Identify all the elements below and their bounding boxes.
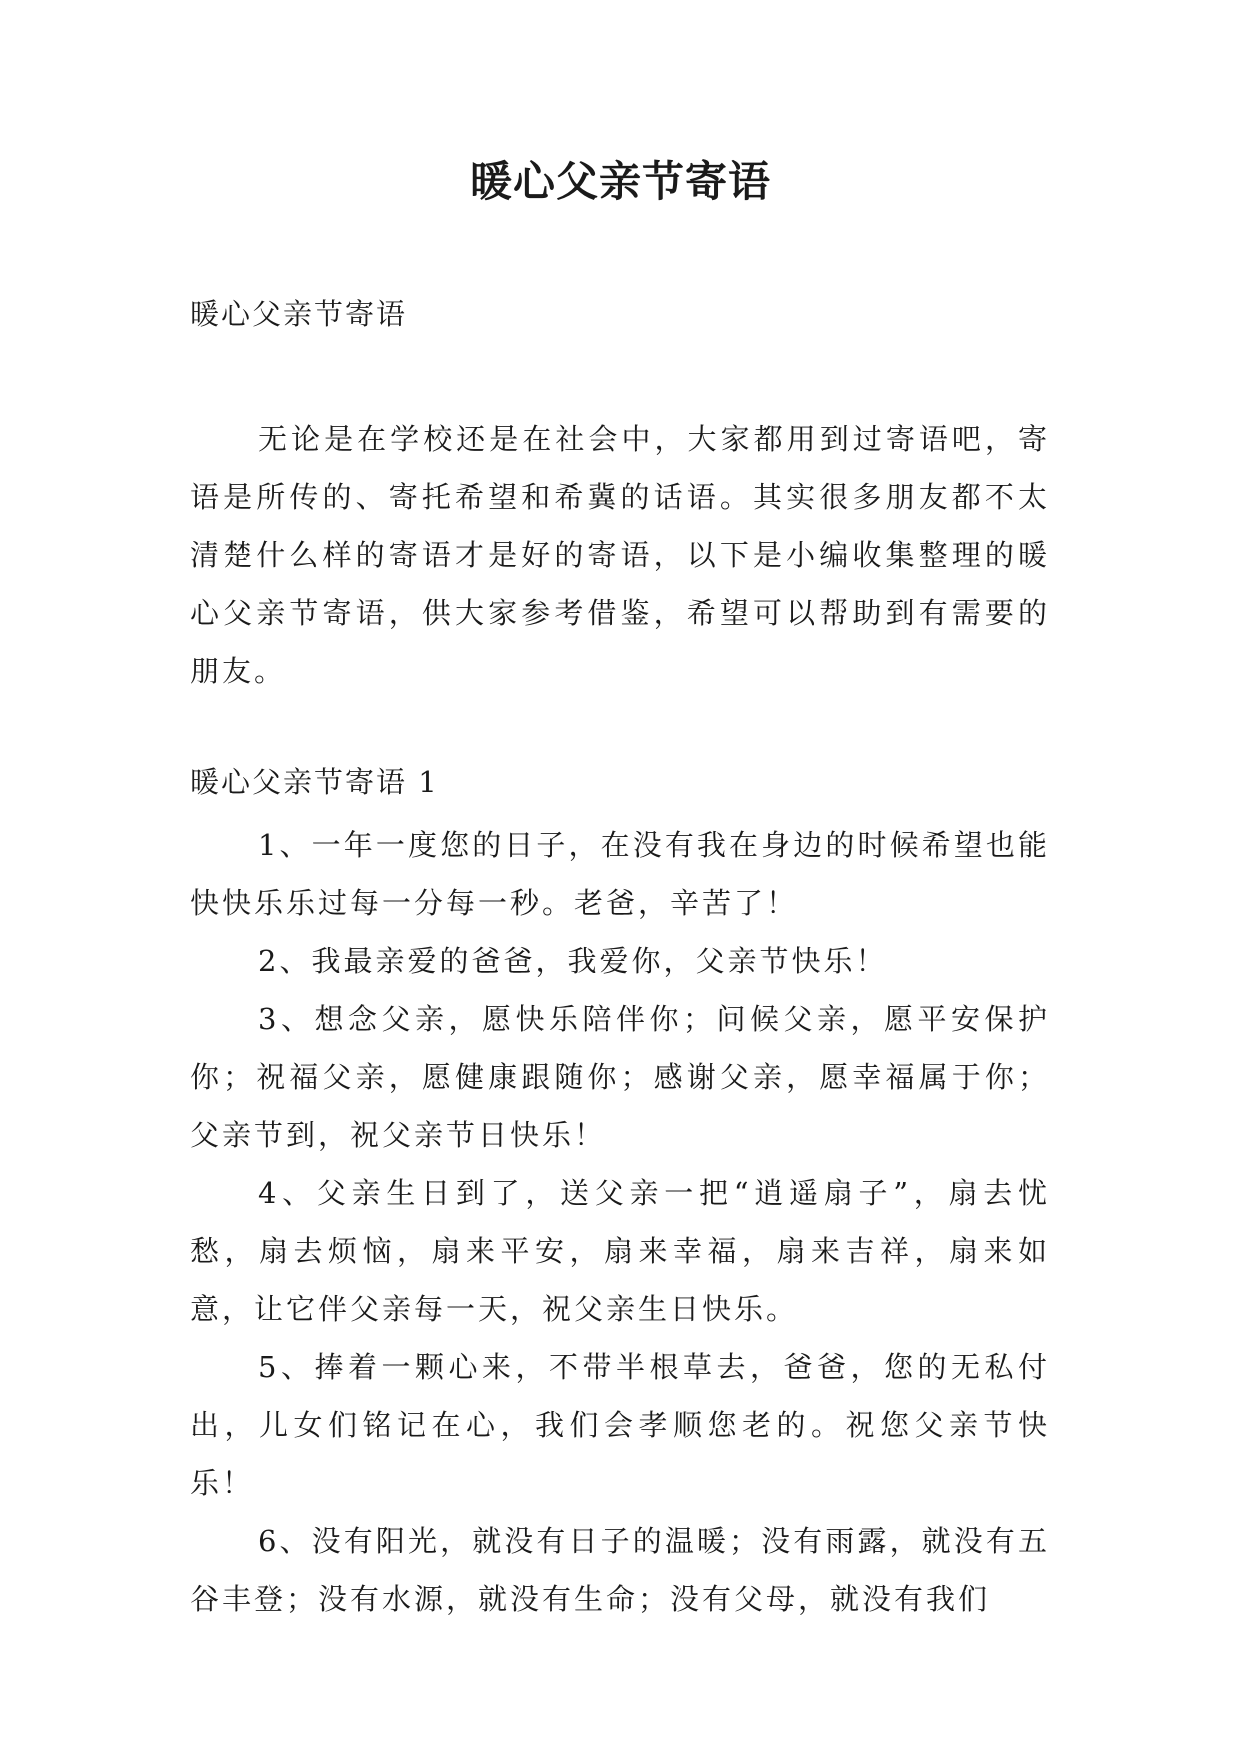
list-item: 3、想念父亲，愿快乐陪伴你；问候父亲，愿平安保护你；祝福父亲，愿健康跟随你；感谢父亲，愿幸福属于你；父亲节到，祝父亲节日快乐！ (190, 1002, 1050, 1152)
list-item: 6、没有阳光，就没有日子的温暖；没有雨露，就没有五谷丰登；没有水源，就没有生命；没有父母，就没有我们 (190, 1524, 1050, 1616)
list-item: 4、父亲生日到了，送父亲一把“逍遥扇子”，扇去忧愁，扇去烦恼，扇来平安，扇来幸福，扇来吉祥，扇来如意，让它伴父亲每一天，祝父亲生日快乐。 (190, 1176, 1050, 1326)
list-item: 5、捧着一颗心来，不带半根草去，爸爸，您的无私付出，儿女们铭记在心，我们会孝顺您老的。祝您父亲节快乐！ (190, 1350, 1050, 1500)
blessing-list (190, 816, 1050, 1628)
document-subtitle: 暖心父亲节寄语 (190, 297, 408, 331)
list-item: 2、我最亲爱的爸爸，我爱你，父亲节快乐！ (258, 944, 888, 978)
intro-paragraph: 无论是在学校还是在社会中，大家都用到过寄语吧，寄语是所传的、寄托希望和希冀的话语。其实很多朋友都不太清楚什么样的寄语才是好的寄语，以下是小编收集整理的暖心父亲节寄语，供大家参考借鉴，希望可以帮助到有需要的朋友。 (190, 422, 1050, 688)
section-heading: 暖心父亲节寄语 1 (190, 765, 439, 799)
document-title: 暖心父亲节寄语 (469, 157, 771, 206)
list-item: 1、一年一度您的日子，在没有我在身边的时候希望也能快快乐乐过每一分每一秒。老爸，辛苦了！ (190, 828, 1050, 920)
